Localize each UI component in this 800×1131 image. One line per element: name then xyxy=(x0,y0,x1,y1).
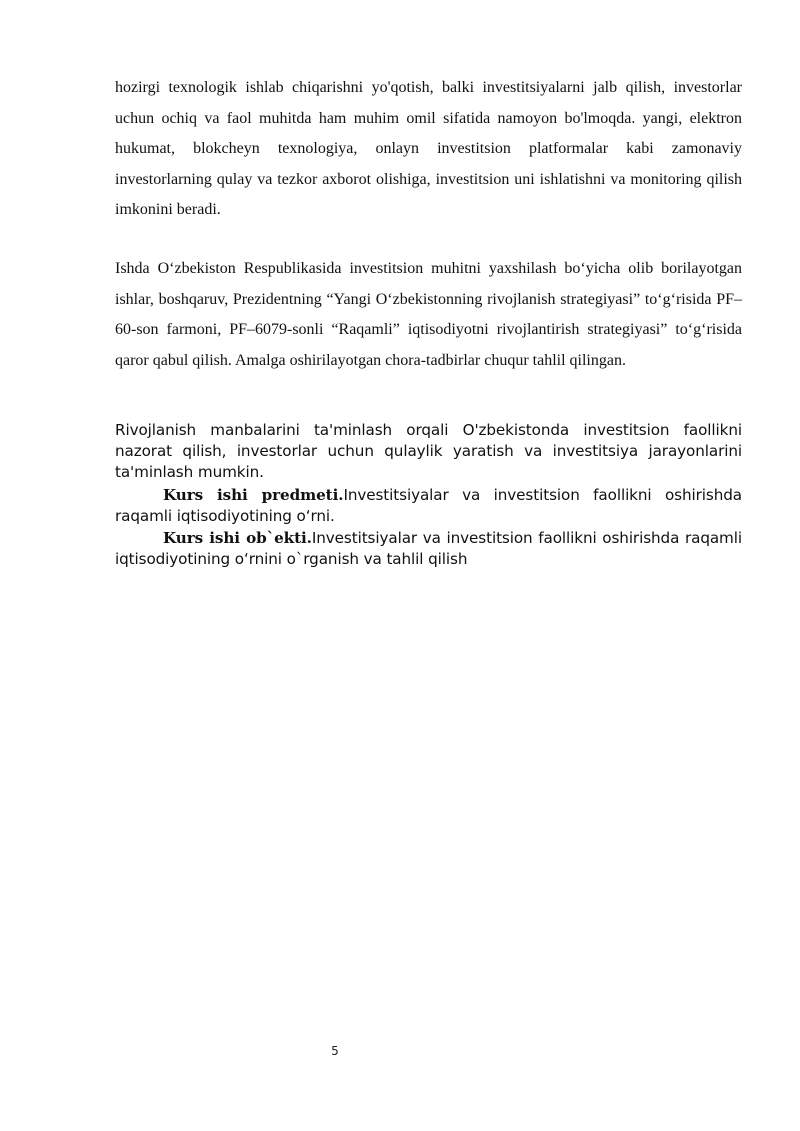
paragraph-development-sources: Rivojlanish manbalarini ta'minlash orqali O'zbekistonda investitsion faollikni nazorat qilish, investorlar uchun qulaylik yaratish va investitsiya jarayonlarini ta'minlash mumkin. xyxy=(115,421,742,481)
course-subject-label: Kurs ishi predmeti. xyxy=(163,486,344,504)
course-object-label: Kurs ishi ob`ekti. xyxy=(163,529,312,547)
paragraph-research-scope: Ishda O‘zbekiston Respublikasida investitsion muhitni yaxshilash bo‘yicha olib borilayotgan ishlar, boshqaruv, Prezidentning “Yangi O‘zbekistonning rivojlanish strategiyasi” to‘g‘risida PF–60-son farmoni, PF–6079-sonli “Raqamli” iqtisodiyotni rivojlantirish strategiyasi” to‘g‘risida qaror qabul qilish. Amalga oshirilayotgan chora-tadbirlar chuqur tahlil qilingan. xyxy=(115,260,742,369)
paragraph-course-object xyxy=(115,528,742,570)
page-number: 5 xyxy=(331,1044,339,1058)
course-object-text: Investitsiyalar va investitsion faollikni oshirishda raqamli iqtisodiyotining o‘rnini o`rganish va tahlil qilish xyxy=(115,529,742,568)
course-subject-text: Investitsiyalar va investitsion faollikni oshirishda raqamli iqtisodiyotining o‘rni. xyxy=(115,486,742,525)
paragraph-intro: hozirgi texnologik ishlab chiqarishni yo'qotish, balki investitsiyalarni jalb qilish, investorlar uchun ochiq va faol muhitda ham muhim omil sifatida namoyon bo'lmoqda. yangi, elektron hukumat, blokcheyn texnologiya, onlayn investitsion platformalar kabi zamonaviy investorlarning qulay va tezkor axborot olishiga, investitsion uni ishlatishni va monitoring qilish imkonini beradi. xyxy=(115,79,742,219)
paragraph-course-subject xyxy=(115,485,742,527)
